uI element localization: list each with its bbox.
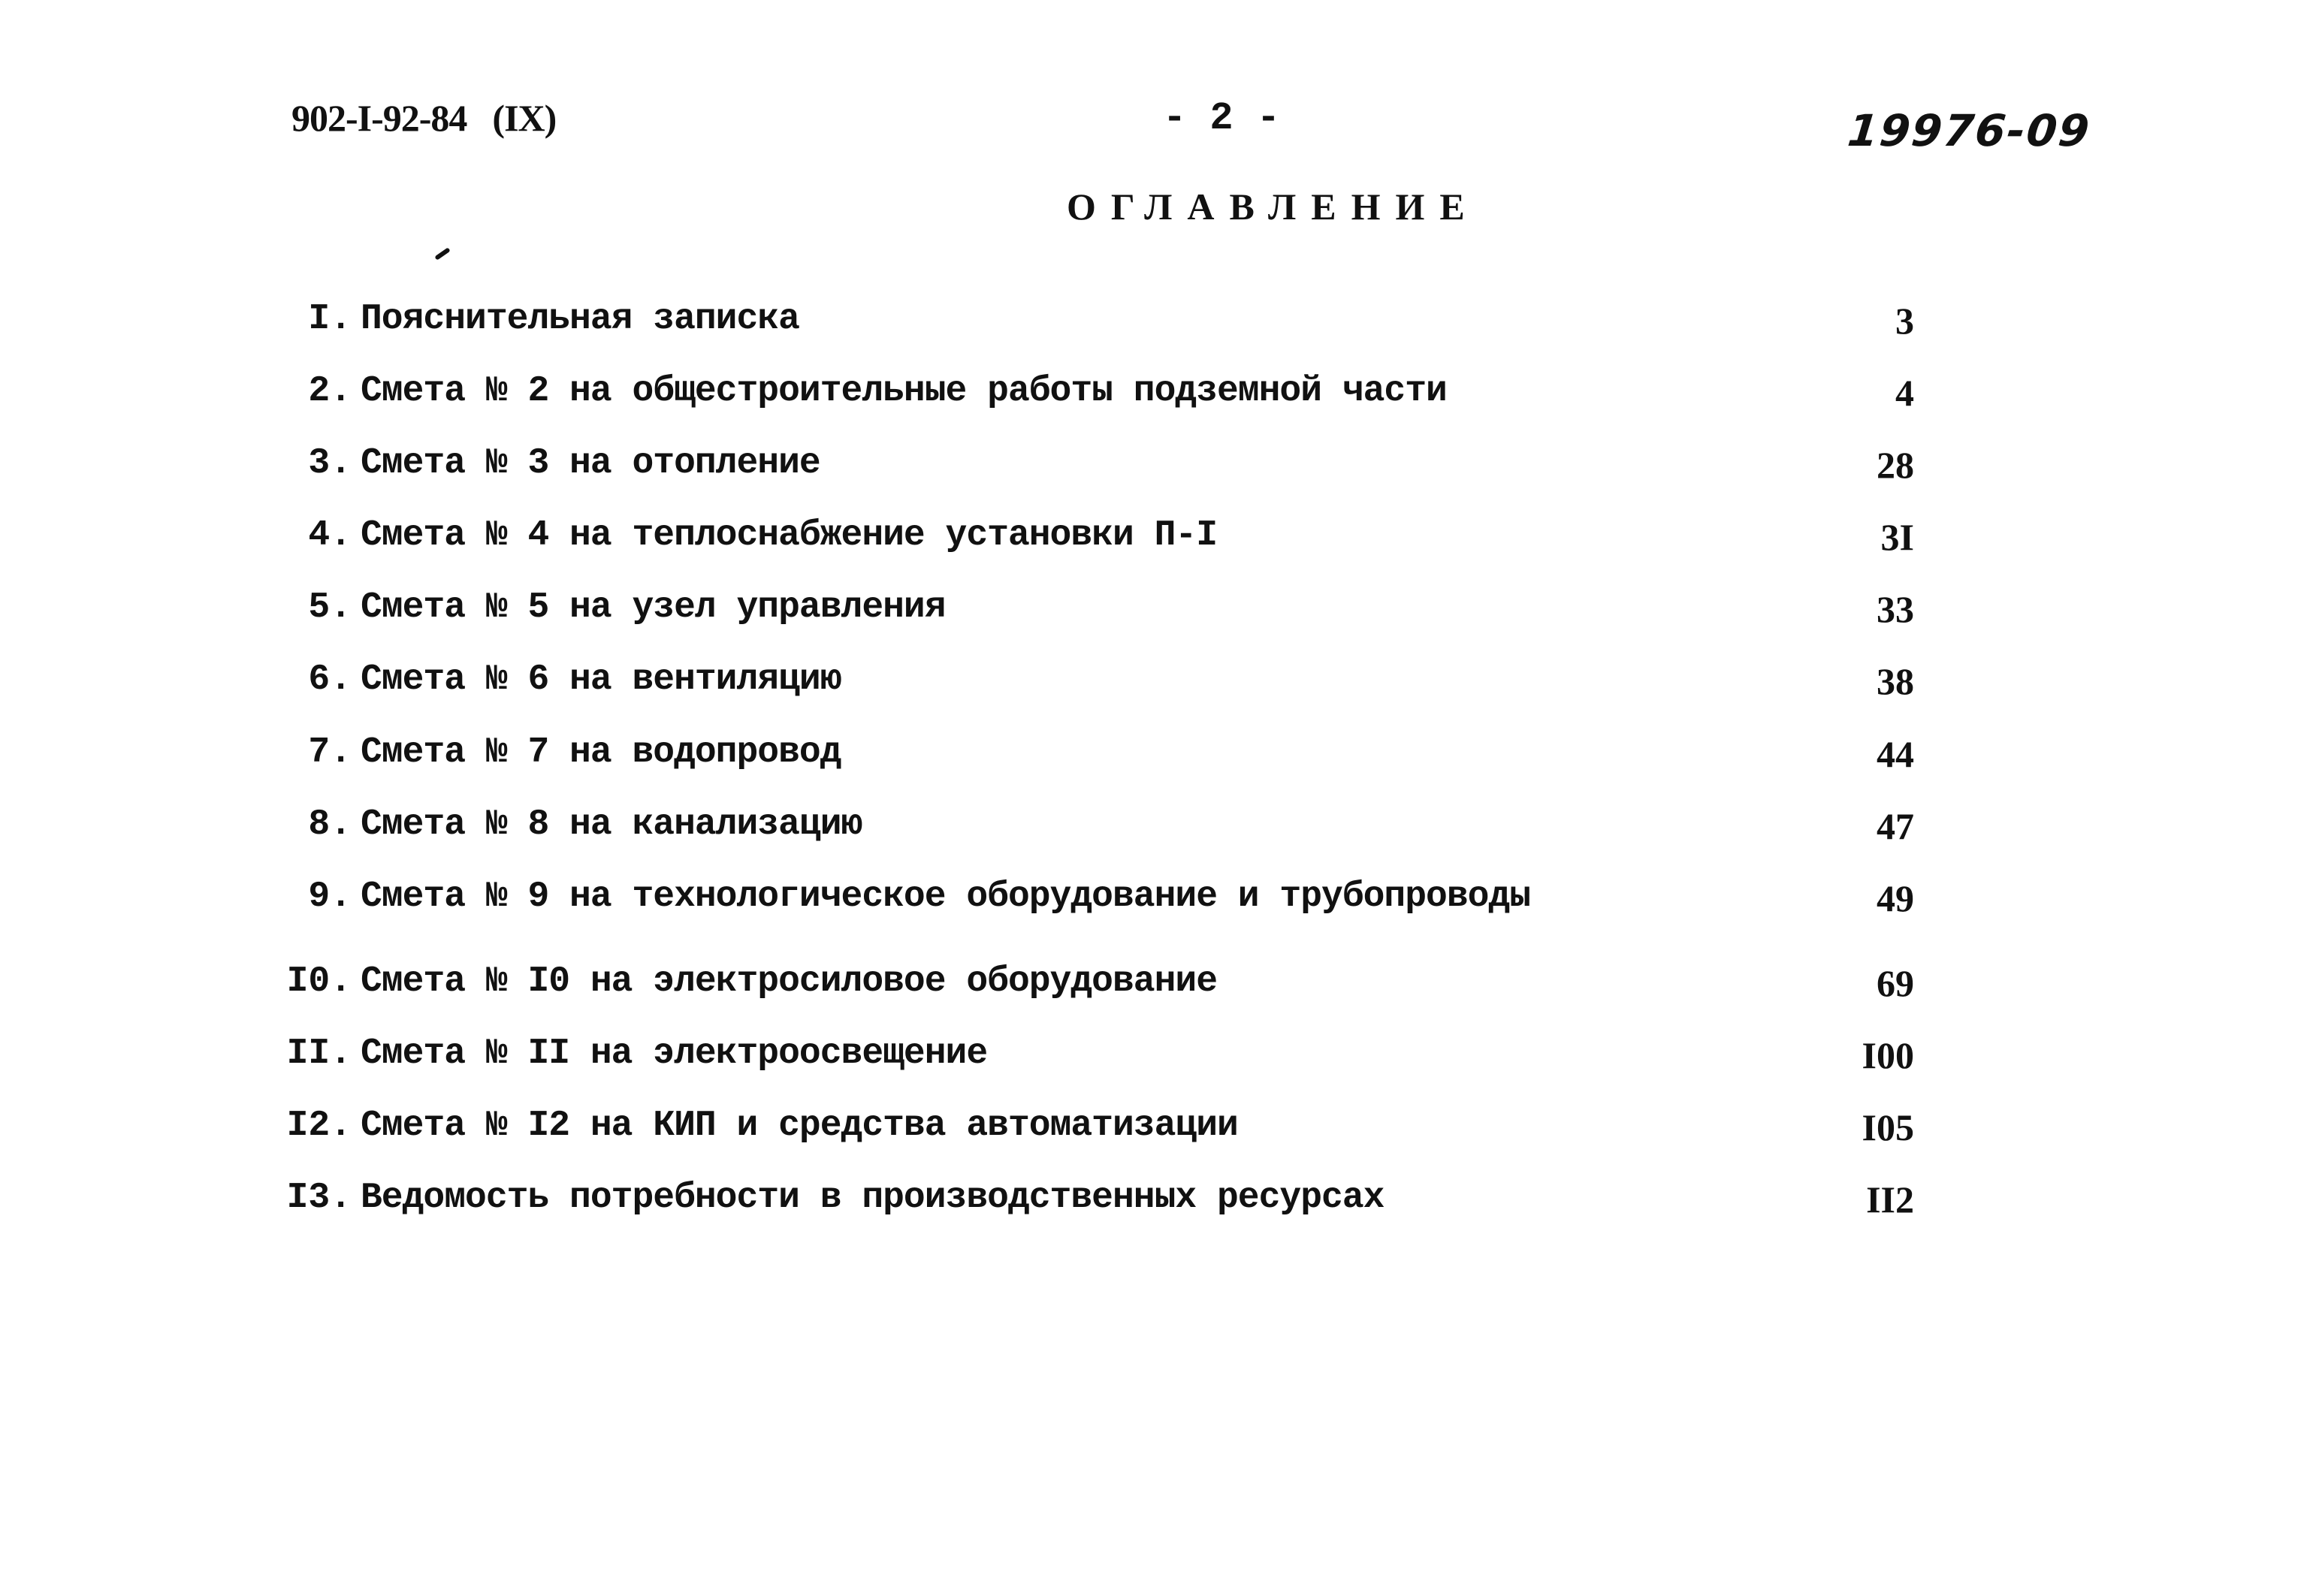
toc-item-label: Смета № 8 на канализацию <box>361 804 862 845</box>
toc-item <box>0 1033 2307 1086</box>
toc-item-page: 4 <box>1895 372 1914 414</box>
toc-item-number: 7. <box>308 732 352 773</box>
toc-item <box>0 876 2307 929</box>
archive-number: 19976-09 <box>1845 105 2094 156</box>
toc-item-number: I0. <box>286 961 352 1002</box>
toc-item-page: 44 <box>1877 733 1914 775</box>
toc-item-page: 3 <box>1895 300 1914 342</box>
document-code-suffix: (IX) <box>492 97 557 139</box>
toc-item-label: Смета № I0 на электросиловое оборудование <box>361 961 1217 1002</box>
toc-item-label: Ведомость потребности в производственных ресурсах <box>361 1178 1385 1218</box>
toc-item-label: Смета № II на электроосвещение <box>361 1033 988 1074</box>
toc-item-page: 69 <box>1877 962 1914 1004</box>
toc-item <box>0 659 2307 712</box>
toc-item-label: Смета № 6 на вентиляцию <box>361 659 841 700</box>
toc-item-page: I05 <box>1862 1106 1914 1148</box>
document-code-main: 902-I-92-84 <box>291 97 467 139</box>
toc-item-page: 47 <box>1877 805 1914 847</box>
toc-item-number: 6. <box>308 659 352 700</box>
page-title: ОГЛАВЛЕНИЕ <box>1067 186 1480 228</box>
toc-item <box>0 1178 2307 1230</box>
toc-item <box>0 804 2307 857</box>
toc-item-number: I. <box>308 299 352 339</box>
toc-item-page: 33 <box>1877 588 1914 630</box>
toc-item-number: I2. <box>286 1106 352 1146</box>
toc-item <box>0 732 2307 785</box>
toc-item-label: Смета № 3 на отопление <box>361 443 820 484</box>
toc-item-label: Смета № 5 на узел управления <box>361 587 946 628</box>
toc-item-label: Смета № 4 на теплоснабжение установки П-I <box>361 515 1217 556</box>
toc-item-number: I3. <box>286 1178 352 1218</box>
toc-item-number: 4. <box>308 515 352 556</box>
page-number: - 2 - <box>1163 96 1281 140</box>
toc-item <box>0 371 2307 424</box>
toc-item-number: 5. <box>308 587 352 628</box>
toc-item <box>0 443 2307 496</box>
toc-item-number: 2. <box>308 371 352 412</box>
toc-item-label: Пояснительная записка <box>361 299 799 339</box>
toc-item <box>0 1106 2307 1158</box>
toc-item-page: 28 <box>1877 444 1914 486</box>
toc-item <box>0 515 2307 568</box>
toc-item <box>0 961 2307 1014</box>
toc-item-page: 3I <box>1880 516 1914 558</box>
toc-item-page: I00 <box>1862 1034 1914 1076</box>
toc-item <box>0 299 2307 351</box>
toc-item-page: 38 <box>1877 660 1914 702</box>
toc-item-label: Смета № 9 на технологическое оборудование и трубопроводы <box>361 876 1531 917</box>
toc-item-page: II2 <box>1866 1178 1914 1220</box>
toc-item <box>0 587 2307 640</box>
toc-item-number: 9. <box>308 876 352 917</box>
toc-item-page: 49 <box>1877 877 1914 919</box>
toc-item-label: Смета № I2 на КИП и средства автоматизации <box>361 1106 1238 1146</box>
toc-item-label: Смета № 7 на водопровод <box>361 732 841 773</box>
toc-item-number: 8. <box>308 804 352 845</box>
toc-item-number: II. <box>286 1033 352 1074</box>
toc-item-number: 3. <box>308 443 352 484</box>
toc-item-label: Смета № 2 на общестроительные работы подземной части <box>361 371 1447 412</box>
